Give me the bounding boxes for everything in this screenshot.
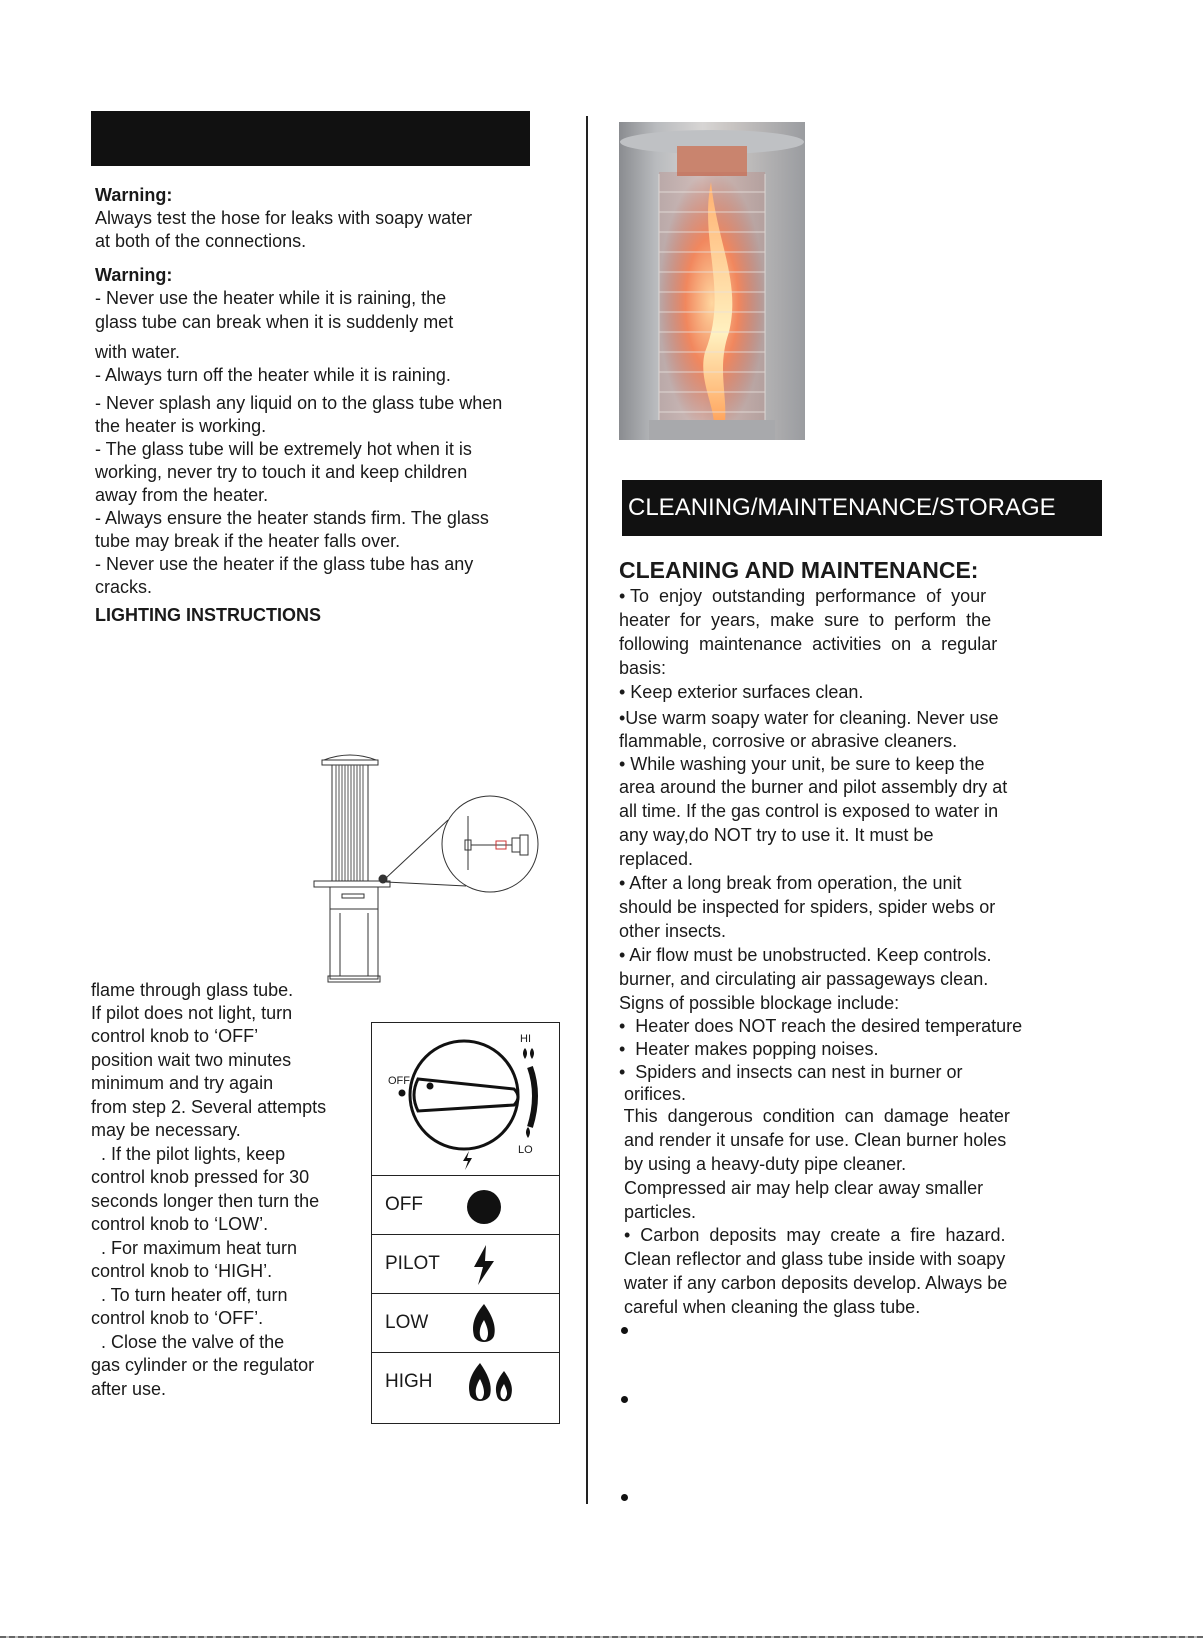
cleaning-text: • Heater does NOT reach the desired temperature	[619, 1016, 1023, 1036]
legend-label: OFF	[385, 1194, 423, 1215]
hi-label: HI	[520, 1033, 531, 1045]
cleaning-text: • Keep exterior surfaces clean.	[619, 682, 864, 702]
legend-label: PILOT	[385, 1253, 440, 1274]
warning-text: cracks.	[95, 577, 153, 597]
warning-text: - The glass tube will be extremely hot when it is	[95, 439, 472, 459]
warning-text: - Always turn off the heater while it is raining.	[95, 365, 451, 385]
lighting-instructions-title: LIGHTING INSTRUCTIONS	[95, 605, 321, 625]
double-flame-icon	[464, 1359, 524, 1405]
warning-text: with water.	[95, 342, 181, 362]
cleaning-text: • Air flow must be unobstructed. Keep controls.	[619, 945, 992, 965]
warning-text: glass tube can break when it is suddenly met	[95, 312, 454, 332]
cleaning-text: following maintenance activities on a regular	[619, 634, 998, 654]
legend-row-high	[372, 1352, 559, 1412]
warning-title: Warning:	[95, 185, 173, 205]
column-divider	[586, 116, 588, 1504]
cleaning-text: basis:	[619, 658, 667, 678]
heater-photo	[619, 122, 805, 440]
cleaning-text: Clean reflector and glass tube inside with soapy	[619, 1249, 1006, 1269]
warning-text: away from the heater.	[95, 485, 269, 505]
instruction-text: . To turn heater off, turn	[91, 1285, 288, 1305]
instruction-text: minimum and try again	[91, 1073, 274, 1093]
cleaning-text: and render it unsafe for use. Clean burner holes	[619, 1130, 1007, 1150]
cleaning-text: other insects.	[619, 921, 727, 941]
instruction-text: seconds longer then turn the	[91, 1191, 320, 1211]
instruction-text: If pilot does not light, turn	[91, 1003, 293, 1023]
cleaning-text: orifices.	[619, 1084, 687, 1104]
instruction-text: control knob to ‘LOW’.	[91, 1214, 269, 1234]
instruction-text: control knob to ‘OFF’.	[91, 1308, 264, 1328]
warning-text: - Never use the heater while it is raining, the	[95, 288, 447, 308]
bullet-icon	[621, 1327, 628, 1334]
instruction-text: may be necessary.	[91, 1120, 241, 1140]
cleaning-text: by using a heavy-duty pipe cleaner.	[619, 1154, 907, 1174]
cleaning-text: • While washing your unit, be sure to keep the	[619, 754, 985, 774]
instruction-text: position wait two minutes	[91, 1050, 292, 1070]
instruction-text: flame through glass tube.	[91, 980, 294, 1000]
cleaning-heading: CLEANING AND MAINTENANCE:	[619, 557, 979, 583]
instruction-text: control knob to ‘HIGH’.	[91, 1261, 273, 1281]
off-label: OFF	[388, 1075, 410, 1087]
warning-text: working, never try to touch it and keep children	[95, 462, 468, 482]
cleaning-text: water if any carbon deposits develop. Always be	[619, 1273, 1008, 1293]
warning-title: Warning:	[95, 265, 173, 285]
legend-label: HIGH	[385, 1371, 433, 1392]
heater-diagram	[312, 748, 552, 984]
filled-circle-icon	[464, 1182, 504, 1228]
section-header-bar	[91, 111, 530, 166]
cleaning-text: particles.	[619, 1202, 697, 1222]
cleaning-text: area around the burner and pilot assembly dry at	[619, 777, 1008, 797]
cleaning-text: • Carbon deposits may create a fire hazard.	[619, 1225, 1006, 1245]
cleaning-text: burner, and circulating air passageways clean.	[619, 969, 989, 989]
cleaning-text: • Heater makes popping noises.	[619, 1039, 879, 1059]
cleaning-text: careful when cleaning the glass tube.	[619, 1297, 921, 1317]
cleaning-text: • To enjoy outstanding performance of your	[619, 586, 987, 606]
legend-row-off	[372, 1175, 559, 1235]
warning-text: Always test the hose for leaks with soapy water	[95, 208, 473, 228]
bullet-icon	[621, 1494, 628, 1501]
cleaning-text: Signs of possible blockage include:	[619, 993, 900, 1013]
control-knob-legend	[371, 1022, 560, 1424]
bottom-rule	[0, 1636, 1203, 1638]
legend-label: LOW	[385, 1312, 429, 1333]
instruction-text: from step 2. Several attempts	[91, 1097, 327, 1117]
warning-text: - Never use the heater if the glass tube has any	[95, 554, 474, 574]
instruction-text: . For maximum heat turn	[91, 1238, 298, 1258]
instruction-text: . If the pilot lights, keep	[91, 1144, 286, 1164]
lightning-icon	[464, 1241, 504, 1287]
warning-text: - Always ensure the heater stands firm. The glass	[95, 508, 489, 528]
single-flame-icon	[464, 1300, 504, 1346]
instruction-text: control knob pressed for 30	[91, 1167, 310, 1187]
instruction-text: . Close the valve of the	[91, 1332, 285, 1352]
cleaning-text: any way,do NOT try to use it. It must be	[619, 825, 934, 845]
instruction-text: gas cylinder or the regulator	[91, 1355, 315, 1375]
bullet-icon	[621, 1396, 628, 1403]
cleaning-section-header: CLEANING/MAINTENANCE/STORAGE	[622, 480, 1102, 536]
cleaning-text: • Spiders and insects can nest in burner or	[619, 1062, 963, 1082]
warning-text: tube may break if the heater falls over.	[95, 531, 401, 551]
warning-text: at both of the connections.	[95, 231, 307, 251]
cleaning-text: replaced.	[619, 849, 694, 869]
cleaning-text: heater for years, make sure to perform the	[619, 610, 992, 630]
cleaning-text: all time. If the gas control is exposed to water in	[619, 801, 999, 821]
cleaning-text: flammable, corrosive or abrasive cleaners.	[619, 731, 958, 751]
cleaning-text: This dangerous condition can damage heater	[619, 1106, 1010, 1126]
cleaning-text: should be inspected for spiders, spider webs or	[619, 897, 996, 917]
cleaning-text: Compressed air may help clear away smaller	[619, 1178, 984, 1198]
legend-row-pilot	[372, 1234, 559, 1294]
lo-label: LO	[518, 1144, 533, 1156]
instruction-text: after use.	[91, 1379, 167, 1399]
instruction-text: control knob to ‘OFF’	[91, 1026, 259, 1046]
cleaning-text: • After a long break from operation, the unit	[619, 873, 962, 893]
legend-row-low	[372, 1293, 559, 1353]
cleaning-text: •Use warm soapy water for cleaning. Never use	[619, 708, 999, 728]
warning-text: - Never splash any liquid on to the glass tube when	[95, 393, 503, 413]
warning-text: the heater is working.	[95, 416, 267, 436]
